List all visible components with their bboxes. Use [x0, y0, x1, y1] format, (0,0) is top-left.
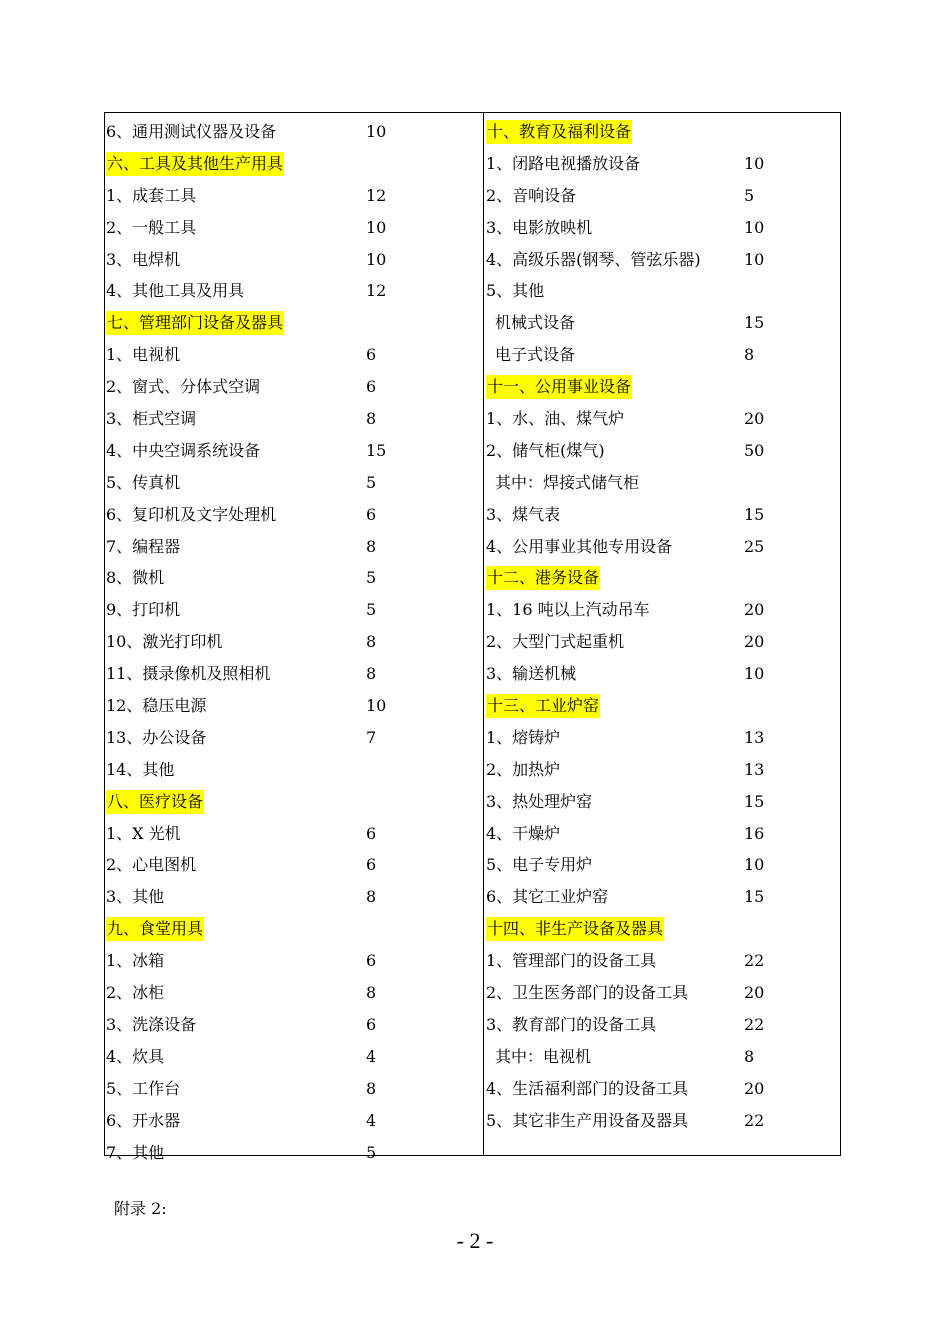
column-divider: [483, 112, 484, 1156]
item-years: 20: [744, 1078, 765, 1098]
table-row: [486, 435, 840, 467]
table-row: [106, 722, 482, 754]
item-label: 2、卫生医务部门的设备工具: [486, 983, 689, 1003]
item-years: 15: [744, 313, 765, 333]
table-row: [106, 1105, 482, 1137]
item-years: 10: [744, 855, 765, 875]
item-label: 5、传真机: [106, 472, 181, 492]
item-label: 3、煤气表: [486, 504, 561, 524]
table-row: [486, 148, 840, 180]
item-years: 13: [744, 759, 765, 779]
item-label: 13、办公设备: [106, 727, 207, 747]
category-heading-label: 七、管理部门设备及器具: [106, 311, 284, 335]
item-years: 16: [744, 823, 765, 843]
item-label: 4、生活福利部门的设备工具: [486, 1078, 689, 1098]
table-row: [106, 754, 482, 786]
item-years: 12: [366, 281, 387, 301]
item-years: 6: [366, 377, 377, 397]
right-column: [486, 116, 840, 1137]
table-row: [486, 1105, 840, 1137]
table-row: [486, 339, 840, 371]
table-row: [106, 594, 482, 626]
item-label: 2、窗式、分体式空调: [106, 377, 261, 397]
item-years: 25: [744, 536, 765, 556]
category-heading-label: 十一、公用事业设备: [486, 375, 632, 399]
table-row: [106, 945, 482, 977]
item-label: 1、管理部门的设备工具: [486, 951, 657, 971]
item-label: 11、摄录像机及照相机: [106, 664, 271, 684]
item-label: 2、大型门式起重机: [486, 632, 625, 652]
category-heading-label: 六、工具及其他生产用具: [106, 152, 284, 176]
item-label: 1、熔铸炉: [486, 727, 561, 747]
table-row: [486, 531, 840, 563]
item-label: 4、其他工具及用具: [106, 281, 245, 301]
table-row: [486, 403, 840, 435]
table-row: [486, 626, 840, 658]
item-label: 3、柜式空调: [106, 409, 197, 429]
item-label: 4、中央空调系统设备: [106, 440, 261, 460]
item-years: 15: [744, 791, 765, 811]
item-label: 3、热处理炉窑: [486, 791, 593, 811]
item-label: 1、冰箱: [106, 951, 165, 971]
item-years: 13: [744, 727, 765, 747]
item-label: 9、打印机: [106, 600, 181, 620]
item-label: 2、音响设备: [486, 185, 577, 205]
table-row: [106, 435, 482, 467]
item-label: 6、开水器: [106, 1110, 181, 1130]
item-label: 2、一般工具: [106, 217, 197, 237]
item-label: 3、电影放映机: [486, 217, 593, 237]
table-row: [486, 1041, 840, 1073]
item-years: 15: [744, 504, 765, 524]
item-years: 6: [366, 1014, 377, 1034]
item-label: 5、其它非生产用设备及器具: [486, 1110, 689, 1130]
appendix-label: 附录 2:: [114, 1199, 167, 1218]
item-years: 6: [366, 951, 377, 971]
table-row: [486, 818, 840, 850]
category-heading: [486, 562, 840, 594]
item-label: 4、高级乐器(钢琴、管弦乐器): [486, 249, 701, 269]
item-label: 6、通用测试仪器及设备: [106, 122, 277, 141]
item-label: 其中：电视机: [495, 1046, 592, 1066]
table-row: [486, 722, 840, 754]
category-heading: [486, 116, 840, 148]
table-row: [486, 594, 840, 626]
table-row: [106, 1041, 482, 1073]
item-years: 10: [366, 217, 387, 237]
item-label: 6、复印机及文字处理机: [106, 504, 277, 524]
item-years: 10: [744, 153, 765, 173]
item-years: 8: [366, 536, 377, 556]
item-years: 6: [366, 855, 377, 875]
item-label: 机械式设备: [495, 313, 576, 333]
table-row: [486, 754, 840, 786]
item-years: 5: [744, 185, 755, 205]
table-row: [486, 1073, 840, 1105]
item-label: 1、闭路电视播放设备: [486, 153, 641, 173]
item-years: 20: [744, 632, 765, 652]
table-row: [486, 786, 840, 818]
item-years: 22: [744, 951, 765, 971]
category-heading-label: 九、食堂用具: [106, 917, 204, 941]
table-row: [106, 658, 482, 690]
item-label: 2、冰柜: [106, 983, 165, 1003]
item-label: 其中：焊接式储气柜: [495, 472, 640, 492]
item-label: 3、洗涤设备: [106, 1014, 197, 1034]
category-heading: [106, 307, 482, 339]
item-label: 12、稳压电源: [106, 696, 207, 716]
item-years: 8: [366, 632, 377, 652]
table-row: [486, 275, 840, 307]
item-label: 2、心电图机: [106, 855, 197, 875]
item-label: 2、储气柜(煤气): [486, 440, 605, 460]
table-row: [486, 658, 840, 690]
item-label: 10、激光打印机: [106, 632, 223, 652]
item-label: 5、其他: [486, 281, 545, 301]
item-years: 8: [744, 1046, 755, 1066]
table-row: [106, 531, 482, 563]
table-row: [106, 818, 482, 850]
table-row: [106, 371, 482, 403]
item-years: 20: [744, 409, 765, 429]
item-label: 电子式设备: [495, 345, 576, 365]
table-row: [486, 499, 840, 531]
item-years: 5: [366, 568, 377, 588]
item-years: 6: [366, 504, 377, 524]
table-row: [106, 1009, 482, 1041]
table-row: [106, 562, 482, 594]
table-row: [486, 180, 840, 212]
item-years: 20: [744, 983, 765, 1003]
item-label: 1、水、油、煤气炉: [486, 409, 625, 429]
item-years: 22: [744, 1014, 765, 1034]
item-label: 6、其它工业炉窑: [486, 887, 609, 907]
item-label: 14、其他: [106, 759, 175, 779]
table-row: [106, 339, 482, 371]
table-row: [106, 690, 482, 722]
item-label: 3、电焊机: [106, 249, 181, 269]
item-label: 1、16 吨以上汽动吊车: [486, 600, 650, 620]
item-years: 22: [744, 1110, 765, 1130]
item-years: 5: [366, 600, 377, 620]
table-row: [106, 499, 482, 531]
category-heading: [486, 913, 840, 945]
table-row: [486, 1009, 840, 1041]
item-label: 3、教育部门的设备工具: [486, 1014, 657, 1034]
item-years: 10: [366, 696, 387, 716]
item-years: 15: [366, 440, 387, 460]
category-heading-label: 十三、工业炉窑: [486, 694, 600, 718]
item-label: 1、成套工具: [106, 185, 197, 205]
table-row: [106, 1137, 482, 1169]
item-years: 8: [366, 1078, 377, 1098]
item-years: 8: [366, 887, 377, 907]
category-heading: [106, 913, 482, 945]
table-row: [486, 849, 840, 881]
item-years: 10: [366, 122, 387, 141]
table-row: [106, 212, 482, 244]
item-label: 5、工作台: [106, 1078, 181, 1098]
item-years: 5: [366, 1142, 377, 1162]
table-row: [486, 467, 840, 499]
item-years: 5: [366, 472, 377, 492]
item-label: 2、加热炉: [486, 759, 561, 779]
item-years: 20: [744, 600, 765, 620]
table-row: [106, 403, 482, 435]
item-years: 15: [744, 887, 765, 907]
item-label: 7、编程器: [106, 536, 181, 556]
item-label: 5、电子专用炉: [486, 855, 593, 875]
item-label: 7、其他: [106, 1142, 165, 1162]
item-years: 8: [366, 664, 377, 684]
item-years: 10: [366, 249, 387, 269]
table-row: [106, 116, 482, 148]
item-label: 4、公用事业其他专用设备: [486, 536, 673, 556]
table-row: [106, 467, 482, 499]
table-row: [106, 977, 482, 1009]
left-column: [106, 116, 482, 1168]
item-label: 1、X 光机: [106, 823, 181, 843]
category-heading: [486, 371, 840, 403]
item-label: 4、干燥炉: [486, 823, 561, 843]
category-heading-label: 十、教育及福利设备: [486, 120, 632, 144]
item-label: 3、其他: [106, 887, 165, 907]
item-years: 6: [366, 345, 377, 365]
table-row: [486, 212, 840, 244]
table-row: [106, 881, 482, 913]
category-heading-label: 十四、非生产设备及器具: [486, 917, 664, 941]
item-years: 6: [366, 823, 377, 843]
table-row: [106, 180, 482, 212]
item-years: 10: [744, 217, 765, 237]
category-heading: [106, 786, 482, 818]
item-label: 4、炊具: [106, 1046, 165, 1066]
category-heading: [106, 148, 482, 180]
item-years: 7: [366, 727, 377, 747]
item-years: 12: [366, 185, 387, 205]
table-row: [106, 849, 482, 881]
item-years: 8: [744, 345, 755, 365]
item-years: 8: [366, 983, 377, 1003]
category-heading-label: 八、医疗设备: [106, 790, 204, 814]
item-label: 1、电视机: [106, 345, 181, 365]
item-years: 50: [744, 440, 765, 460]
table-row: [486, 881, 840, 913]
item-years: 4: [366, 1046, 377, 1066]
table-row: [106, 626, 482, 658]
category-heading-label: 十二、港务设备: [486, 566, 600, 590]
table-row: [106, 275, 482, 307]
table-row: [486, 977, 840, 1009]
category-heading: [486, 690, 840, 722]
item-years: 8: [366, 409, 377, 429]
table-row: [486, 945, 840, 977]
item-label: 8、微机: [106, 568, 165, 588]
table-row: [486, 244, 840, 276]
page-number: - 2 -: [456, 1228, 494, 1253]
item-years: 4: [366, 1110, 377, 1130]
table-row: [486, 307, 840, 339]
item-years: 10: [744, 664, 765, 684]
item-label: 3、输送机械: [486, 664, 577, 684]
table-row: [106, 1073, 482, 1105]
item-years: 10: [744, 249, 765, 269]
table-row: [106, 244, 482, 276]
